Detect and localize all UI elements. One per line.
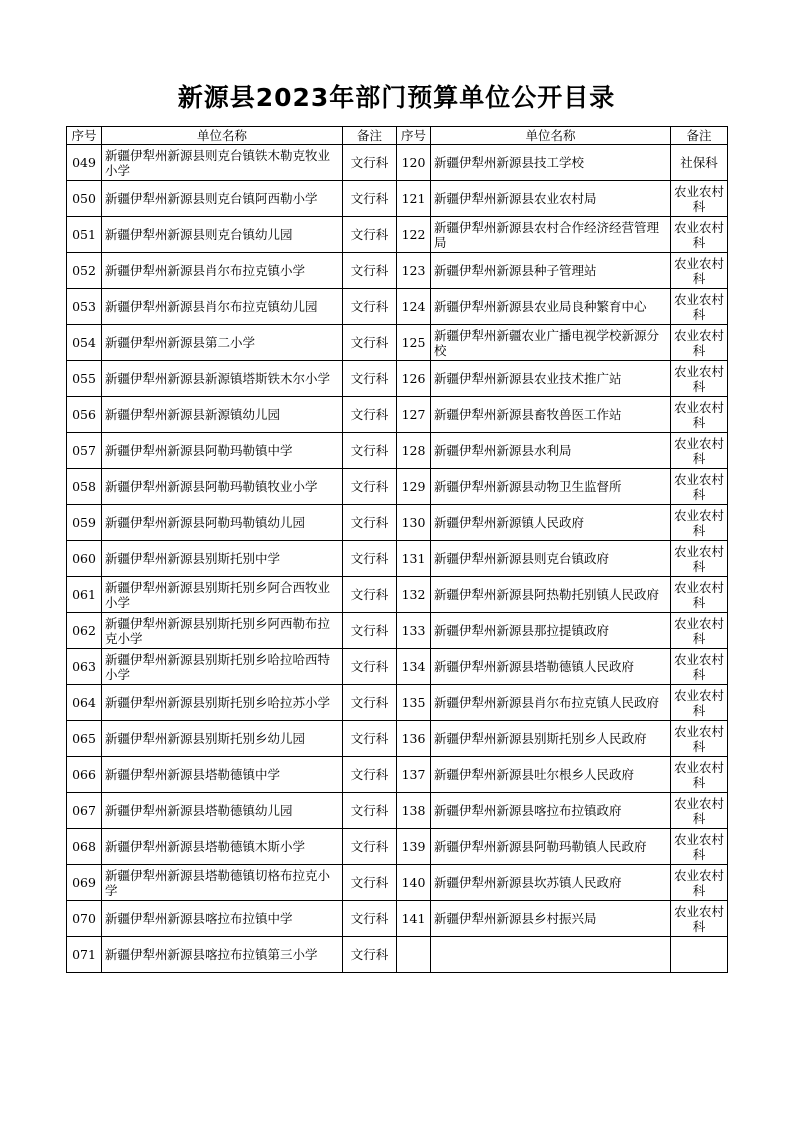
right-unit-name: 新疆伊犁州新源县阿热勒托别镇人民政府 [431, 577, 671, 613]
table-row [67, 145, 728, 181]
right-seq: 130 [397, 505, 431, 541]
table-row [67, 397, 728, 433]
left-remark: 文行科 [343, 757, 397, 793]
left-remark: 文行科 [343, 505, 397, 541]
left-unit-name: 新疆伊犁州新源县别斯托别乡哈拉哈西特小学 [102, 649, 343, 685]
right-seq: 140 [397, 865, 431, 901]
left-unit-name: 新疆伊犁州新源县则克台镇幼儿园 [102, 217, 343, 253]
left-unit-name: 新疆伊犁州新源县塔勒德镇幼儿园 [102, 793, 343, 829]
left-seq: 062 [67, 613, 102, 649]
right-remark: 农业农村科 [671, 181, 728, 217]
table-row [67, 433, 728, 469]
right-remark: 农业农村科 [671, 469, 728, 505]
left-remark: 文行科 [343, 901, 397, 937]
right-remark: 农业农村科 [671, 541, 728, 577]
right-seq: 136 [397, 721, 431, 757]
right-remark: 农业农村科 [671, 649, 728, 685]
left-seq: 052 [67, 253, 102, 289]
right-unit-name: 新疆伊犁州新源县则克台镇政府 [431, 541, 671, 577]
header-remark: 备注 [671, 127, 728, 145]
right-unit-name: 新疆伊犁州新源县塔勒德镇人民政府 [431, 649, 671, 685]
right-seq: 138 [397, 793, 431, 829]
left-unit-name: 新疆伊犁州新源县别斯托别乡阿合西牧业小学 [102, 577, 343, 613]
table-row [67, 793, 728, 829]
header-remark: 备注 [343, 127, 397, 145]
table-row [67, 901, 728, 937]
header-name: 单位名称 [102, 127, 343, 145]
left-seq: 055 [67, 361, 102, 397]
right-seq: 133 [397, 613, 431, 649]
left-unit-name: 新疆伊犁州新源县喀拉布拉镇第三小学 [102, 937, 343, 973]
left-remark: 文行科 [343, 721, 397, 757]
right-remark: 农业农村科 [671, 613, 728, 649]
right-seq: 125 [397, 325, 431, 361]
right-unit-name: 新疆伊犁州新源县农业农村局 [431, 181, 671, 217]
left-remark: 文行科 [343, 613, 397, 649]
right-remark: 农业农村科 [671, 217, 728, 253]
left-unit-name: 新疆伊犁州新源县别斯托别乡阿西勒布拉克小学 [102, 613, 343, 649]
left-seq: 068 [67, 829, 102, 865]
table-row [67, 685, 728, 721]
left-seq: 058 [67, 469, 102, 505]
table-row [67, 649, 728, 685]
table-row [67, 757, 728, 793]
left-unit-name: 新疆伊犁州新源县肖尔布拉克镇幼儿园 [102, 289, 343, 325]
table-row [67, 325, 728, 361]
right-unit-name: 新疆伊犁州新源县吐尔根乡人民政府 [431, 757, 671, 793]
right-remark: 农业农村科 [671, 289, 728, 325]
right-unit-name: 新疆伊犁州新源县农业技术推广站 [431, 361, 671, 397]
header-name: 单位名称 [431, 127, 671, 145]
left-unit-name: 新疆伊犁州新源县阿勒玛勒镇中学 [102, 433, 343, 469]
header-row [67, 127, 728, 145]
right-unit-name: 新疆伊犁州新源县喀拉布拉镇政府 [431, 793, 671, 829]
left-seq: 066 [67, 757, 102, 793]
left-remark: 文行科 [343, 469, 397, 505]
left-remark: 文行科 [343, 217, 397, 253]
right-unit-name: 新疆伊犁州新源县动物卫生监督所 [431, 469, 671, 505]
left-seq: 050 [67, 181, 102, 217]
left-seq: 053 [67, 289, 102, 325]
left-unit-name: 新疆伊犁州新源县新源镇幼儿园 [102, 397, 343, 433]
right-seq: 121 [397, 181, 431, 217]
right-remark: 社保科 [671, 145, 728, 181]
right-remark: 农业农村科 [671, 685, 728, 721]
right-remark: 农业农村科 [671, 865, 728, 901]
left-remark: 文行科 [343, 793, 397, 829]
left-remark: 文行科 [343, 649, 397, 685]
left-remark: 文行科 [343, 685, 397, 721]
left-seq: 059 [67, 505, 102, 541]
table-row [67, 469, 728, 505]
left-unit-name: 新疆伊犁州新源县别斯托别乡哈拉苏小学 [102, 685, 343, 721]
left-seq: 054 [67, 325, 102, 361]
left-unit-name: 新疆伊犁州新源县阿勒玛勒镇幼儿园 [102, 505, 343, 541]
right-seq: 124 [397, 289, 431, 325]
right-remark: 农业农村科 [671, 757, 728, 793]
right-remark: 农业农村科 [671, 901, 728, 937]
left-remark: 文行科 [343, 937, 397, 973]
right-seq: 126 [397, 361, 431, 397]
left-remark: 文行科 [343, 253, 397, 289]
left-unit-name: 新疆伊犁州新源县塔勒德镇切格布拉克小学 [102, 865, 343, 901]
right-unit-name: 新疆伊犁州新源县阿勒玛勒镇人民政府 [431, 829, 671, 865]
right-seq: 123 [397, 253, 431, 289]
right-seq: 127 [397, 397, 431, 433]
right-seq: 134 [397, 649, 431, 685]
right-unit-name: 新疆伊犁州新源县水利局 [431, 433, 671, 469]
right-remark [671, 937, 728, 973]
right-remark: 农业农村科 [671, 793, 728, 829]
left-unit-name: 新疆伊犁州新源县则克台镇阿西勒小学 [102, 181, 343, 217]
table-row [67, 577, 728, 613]
left-unit-name: 新疆伊犁州新源县肖尔布拉克镇小学 [102, 253, 343, 289]
right-unit-name: 新疆伊犁州新源县畜牧兽医工作站 [431, 397, 671, 433]
left-remark: 文行科 [343, 325, 397, 361]
left-seq: 051 [67, 217, 102, 253]
left-remark: 文行科 [343, 541, 397, 577]
left-remark: 文行科 [343, 289, 397, 325]
left-unit-name: 新疆伊犁州新源县新源镇塔斯铁木尔小学 [102, 361, 343, 397]
right-unit-name: 新疆伊犁州新源县种子管理站 [431, 253, 671, 289]
right-remark: 农业农村科 [671, 433, 728, 469]
right-seq: 132 [397, 577, 431, 613]
left-remark: 文行科 [343, 397, 397, 433]
table-row [67, 541, 728, 577]
right-seq [397, 937, 431, 973]
left-remark: 文行科 [343, 433, 397, 469]
right-remark: 农业农村科 [671, 361, 728, 397]
right-unit-name: 新疆伊犁州新源县别斯托别乡人民政府 [431, 721, 671, 757]
left-seq: 064 [67, 685, 102, 721]
right-unit-name: 新疆伊犁州新源县那拉提镇政府 [431, 613, 671, 649]
left-seq: 071 [67, 937, 102, 973]
table-row [67, 289, 728, 325]
left-remark: 文行科 [343, 829, 397, 865]
left-seq: 069 [67, 865, 102, 901]
left-remark: 文行科 [343, 577, 397, 613]
right-remark: 农业农村科 [671, 325, 728, 361]
page-title: 新源县2023年部门预算单位公开目录 [177, 83, 616, 112]
right-unit-name: 新疆伊犁州新源县技工学校 [431, 145, 671, 181]
left-remark: 文行科 [343, 145, 397, 181]
right-seq: 120 [397, 145, 431, 181]
right-seq: 135 [397, 685, 431, 721]
right-seq: 122 [397, 217, 431, 253]
right-remark: 农业农村科 [671, 397, 728, 433]
right-remark: 农业农村科 [671, 829, 728, 865]
left-unit-name: 新疆伊犁州新源县别斯托别乡幼儿园 [102, 721, 343, 757]
right-seq: 141 [397, 901, 431, 937]
left-seq: 061 [67, 577, 102, 613]
right-unit-name: 新疆伊犁州新源县农村合作经济经营管理局 [431, 217, 671, 253]
left-unit-name: 新疆伊犁州新源县阿勒玛勒镇牧业小学 [102, 469, 343, 505]
left-remark: 文行科 [343, 865, 397, 901]
left-seq: 067 [67, 793, 102, 829]
left-unit-name: 新疆伊犁州新源县则克台镇铁木勒克牧业小学 [102, 145, 343, 181]
header-seq: 序号 [397, 127, 431, 145]
right-seq: 128 [397, 433, 431, 469]
left-seq: 057 [67, 433, 102, 469]
right-seq: 131 [397, 541, 431, 577]
table-row [67, 829, 728, 865]
table-row [67, 937, 728, 973]
right-unit-name: 新疆伊犁州新源县坎苏镇人民政府 [431, 865, 671, 901]
table-row [67, 253, 728, 289]
right-unit-name: 新疆伊犁州新源县乡村振兴局 [431, 901, 671, 937]
unit-directory-table [66, 126, 728, 973]
right-unit-name: 新疆伊犁州新源镇人民政府 [431, 505, 671, 541]
header-seq: 序号 [67, 127, 102, 145]
table-row [67, 865, 728, 901]
right-unit-name [431, 937, 671, 973]
left-unit-name: 新疆伊犁州新源县塔勒德镇中学 [102, 757, 343, 793]
table-row [67, 217, 728, 253]
right-unit-name: 新疆伊犁州新疆农业广播电视学校新源分校 [431, 325, 671, 361]
right-seq: 139 [397, 829, 431, 865]
left-seq: 063 [67, 649, 102, 685]
left-unit-name: 新疆伊犁州新源县喀拉布拉镇中学 [102, 901, 343, 937]
table-row [67, 721, 728, 757]
left-remark: 文行科 [343, 181, 397, 217]
left-seq: 056 [67, 397, 102, 433]
right-seq: 137 [397, 757, 431, 793]
right-remark: 农业农村科 [671, 721, 728, 757]
table-row [67, 181, 728, 217]
left-seq: 070 [67, 901, 102, 937]
right-remark: 农业农村科 [671, 577, 728, 613]
right-remark: 农业农村科 [671, 505, 728, 541]
right-unit-name: 新疆伊犁州新源县肖尔布拉克镇人民政府 [431, 685, 671, 721]
left-seq: 049 [67, 145, 102, 181]
left-unit-name: 新疆伊犁州新源县塔勒德镇木斯小学 [102, 829, 343, 865]
left-seq: 060 [67, 541, 102, 577]
table-row [67, 613, 728, 649]
left-remark: 文行科 [343, 361, 397, 397]
left-seq: 065 [67, 721, 102, 757]
right-seq: 129 [397, 469, 431, 505]
left-unit-name: 新疆伊犁州新源县别斯托别中学 [102, 541, 343, 577]
left-unit-name: 新疆伊犁州新源县第二小学 [102, 325, 343, 361]
right-unit-name: 新疆伊犁州新源县农业局良种繁育中心 [431, 289, 671, 325]
table-row [67, 361, 728, 397]
right-remark: 农业农村科 [671, 253, 728, 289]
table-row [67, 505, 728, 541]
